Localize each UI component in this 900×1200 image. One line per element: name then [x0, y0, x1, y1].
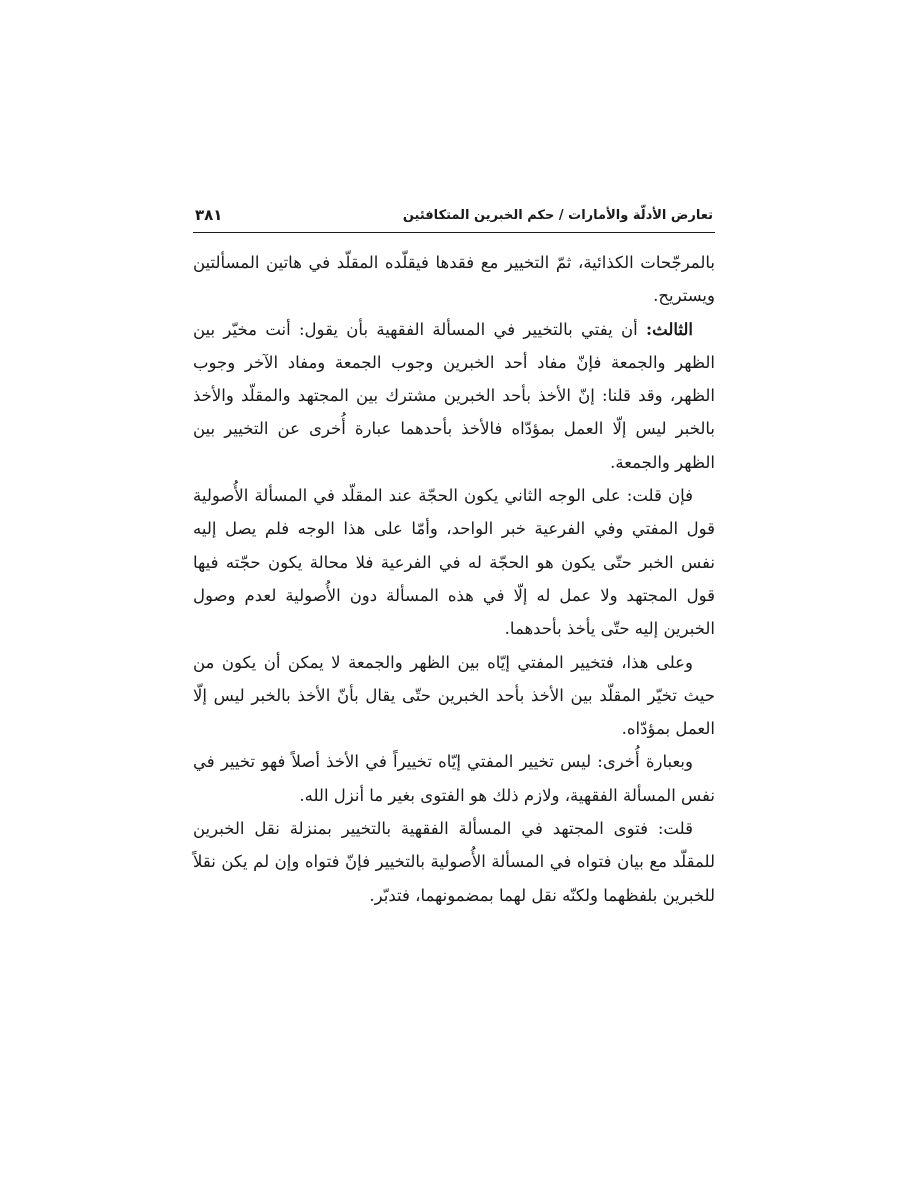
body-text [193, 246, 715, 912]
running-header-title: تعارض الأدلّة والأمارات / حكم الخبرين المتكافئين [402, 207, 713, 223]
paragraph-3-text: فإن قلت: على الوجه الثاني يكون الحجّة عند المقلّد في المسألة الأُصولية قول المفتي وفي الفرعية خبر الواحد، وأمّا على هذا الوجه فلم يصل إليه نفس الخبر حتّى يكون هو الحجّة له في الفرعية فلا محالة يكون حجّته فيها قول المجتهد ولا عمل له إلّا في هذه المسألة دون الأُصولية لعدم وصول الخبرين إليه حتّى يأخذ بأحدهما. [193, 486, 715, 639]
paragraph-1-text: بالمرجّحات الكذائية، ثمّ التخيير مع فقدها فيقلّده المقلّد في هاتين المسألتين ويستريح. [193, 253, 715, 306]
paragraph-3 [193, 479, 715, 645]
paragraph-2-lead: الثالث: [646, 319, 693, 339]
paragraph-6-text: قلت: فتوى المجتهد في المسألة الفقهية بالتخيير بمنزلة نقل الخبرين للمقلّد مع بيان فتواه في المسألة الأُصولية بالتخيير فإنّ فتواه وإن لم يكن نقلاً للخبرين بلفظهما ولكنّه نقل لهما بمضمونهما، فتدبّر. [193, 819, 715, 905]
paragraph-2 [193, 313, 715, 479]
paragraph-6 [193, 812, 715, 912]
paragraph-1 [193, 246, 715, 313]
page-number: ٣٨١ [195, 206, 223, 224]
paragraph-5 [193, 745, 715, 812]
paragraph-4-text: وعلى هذا، فتخيير المفتي إيّاه بين الظهر والجمعة لا يمكن أن يكون من حيث تخيّر المقلّد بين الأخذ بأحد الخبرين حتّى يقال بأنّ الأخذ بالخبر ليس إلّا العمل بمؤدّاه. [193, 652, 715, 739]
paragraph-5-text: وبعبارة أُخرى: ليس تخيير المفتي إيّاه تخييراً في الأخذ أصلاً فهو تخيير في نفس المسألة الفقهية، ولازم ذلك هو الفتوى بغير ما أنزل الله. [193, 752, 715, 805]
paragraph-4 [193, 646, 715, 746]
header-rule [193, 232, 715, 233]
running-header [195, 202, 713, 228]
paragraph-2-text: أن يفتي بالتخيير في المسألة الفقهية بأن يقول: أنت مخيّر بين الظهر والجمعة فإنّ مفاد أحد الخبرين وجوب الجمعة ومفاد الآخر وجوب الظهر، وقد قلنا: إنّ الأخذ بأحد الخبرين مشترك بين المجتهد والمقلّد والأخذ بالخبر ليس إلّا العمل بمؤدّاه فالأخذ بأحدهما عبارة أُخرى عن التخيير بين الظهر والجمعة. [193, 319, 715, 472]
